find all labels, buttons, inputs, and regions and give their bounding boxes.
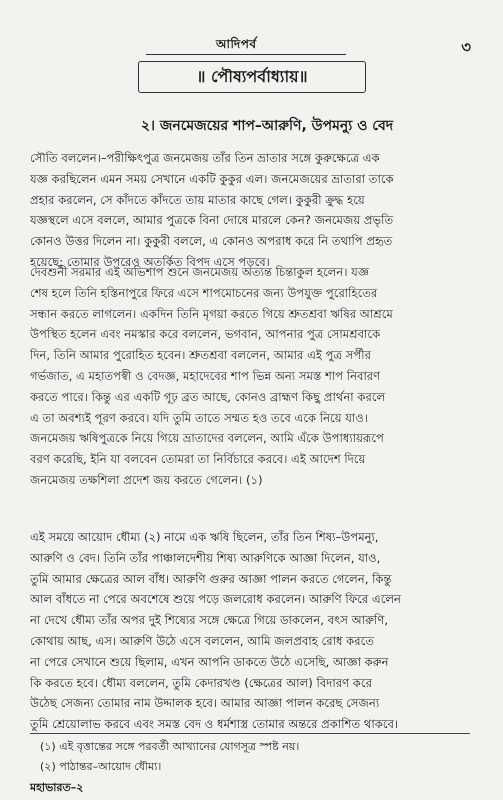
text-line: করতে পারে। কিন্তু এর একটি গূঢ় ব্রত আছে, কোনও ব্রাহ্মণ কিছু প্রার্থনা করলে bbox=[30, 389, 386, 404]
page-footer: মহাভারত–২ bbox=[30, 781, 84, 794]
text-line: সন্ধান করতে লাগলেন। একদিন তিনি মৃগয়া করতে গিয়ে শ্রুতশ্রবা ঋষির আশ্রমে bbox=[30, 306, 393, 321]
text-line: জনমেজয় ঋষিপুত্রকে নিয়ে গিয়ে ভ্রাতাদের বললেন, আমি এঁকে উপাধ্যায়রূপে bbox=[30, 431, 384, 446]
chapter-title: ॥ পৌষ্যপর্বাধ্যায়॥ bbox=[138, 61, 366, 93]
text-line: কোনও উত্তর দিলেন না। কুকুরী বললে, এ কোনও অপরাধ করে নি তথাপি প্রহৃত bbox=[30, 234, 393, 249]
footnote-divider bbox=[30, 733, 470, 734]
text-line: জনমেজয় তক্ষশিলা প্রদেশ জয় করতে গেলেন। (১) bbox=[30, 472, 263, 487]
text-line: হয়েছে; তোমার উপরেও অতর্কিত বিপদ এসে পড়বে। bbox=[30, 254, 270, 269]
text-line: আরুণি ও বেদ। তিনি তাঁর পাঞ্চালদেশীয় শিষ্য আরুণিকে আজ্ঞা দিলেন, যাও, bbox=[30, 550, 381, 565]
text-line: সৌতি বললেন।–পরীক্ষিৎপুত্র জনমেজয় তাঁর তিন ভ্রাতার সঙ্গে কুরুক্ষেত্রে এক bbox=[30, 151, 380, 165]
section-title: ২। জনমেজয়ের শাপ–আরুণি, উপমন্যু ও বেদ bbox=[140, 118, 394, 134]
text-line: আল বাঁধতে না পেরে অবশেষে শুয়ে পড়ে জলরোধ করলেন। আরুণি ফিরে এলেন bbox=[30, 592, 401, 607]
text-line: শেষ হলে তিনি হস্তিনাপুরে ফিরে এসে শাপমোচনের জন্য উপযুক্ত পুরোহিতের bbox=[30, 285, 378, 300]
text-line: না দেখে ধৌম্য তাঁর অপর দুই শিষ্যের সঙ্গে ক্ষেত্রে গিয়ে ডাকলেন, বৎস আরুণি, bbox=[30, 613, 389, 628]
footnote-1: (১) এই বৃত্তান্তের সঙ্গে পরবর্তী আখ্যানের যোগসূত্র স্পষ্ট নয়। bbox=[40, 740, 300, 753]
text-line: না পেরে সেখানে শুয়ে ছিলাম, এখন আপনি ডাকতে উঠে এসেছি, আজ্ঞা করুন bbox=[30, 654, 389, 669]
running-header: আদিপর্ব bbox=[216, 37, 257, 51]
page-number: ৩ bbox=[461, 38, 471, 56]
text-line: দিন, তিনি আমার পুরোহিত হবেন। শ্রুতশ্রবা বললেন, আমার এই পুত্র সর্পীর bbox=[30, 348, 371, 363]
text-line: এ তা অবশ্যই পূরণ করবে। যদি তুমি তাতে সম্মত হও তবে একে নিয়ে যাও। bbox=[30, 410, 368, 425]
text-line: উপস্থিত হলেন এবং নমস্কার করে বললেন, ভগবান, আপনার পুত্র সোমশ্রবাকে bbox=[30, 327, 381, 342]
text-line: এই সময়ে আয়োদ ধৌম্য (২) নামে এক ঋষি ছিলেন, তাঁর তিন শিষ্য–উপমন্যু, bbox=[30, 530, 379, 544]
text-line: যজ্ঞস্থলে এসে বললে, আমার পুত্রকে বিনা দোষে মারলে কেন? জনমেজয় প্রভৃতি bbox=[30, 213, 394, 228]
header-divider bbox=[146, 54, 346, 55]
text-line: যজ্ঞ করছিলেন এমন সময় সেখানে একটি কুকুর এল। জনমেজয়ের ভ্রাতারা তাকে bbox=[30, 171, 394, 186]
text-line: উঠেছ সেজন্য তোমার নাম উদ্দালক হবে। আমার আজ্ঞা পালন করেছ সেজন্য bbox=[30, 696, 380, 711]
paragraph-1 bbox=[30, 148, 478, 273]
text-line: কি করতে হবে। ধৌম্য বললেন, তুমি কেদারখণ্ড (ক্ষেত্রের আল) বিদারণ করে bbox=[30, 675, 372, 690]
text-line: গর্ভজাত, এ মহাতপস্বী ও বেদজ্ঞ, মহাদেবের শাপ ভিন্ন অন্য সমস্ত শাপ নিবারণ bbox=[30, 368, 381, 383]
text-line: বরণ করেছি, ইনি যা বলবেন তোমরা তা নির্বিচারে করবে। এই আদেশ দিয়ে bbox=[30, 452, 366, 467]
text-line: দেবশুনী সরমার এই অভিশাপ শুনে জনমেজয় অত্যন্ত চিন্তাকুল হলেন। যজ্ঞ bbox=[30, 265, 369, 279]
text-line: কোথায় আছ, এস। আরুণি উঠে এসে বললেন, আমি জলপ্রবাহ রোধ করতে bbox=[30, 633, 374, 648]
text-line: তুমি শ্রেয়োলাভ করবে এবং সমস্ত বেদ ও ধর্মশাস্ত্র তোমার অন্তরে প্রকাশিত থাকবে। bbox=[30, 717, 399, 732]
paragraph-3 bbox=[30, 527, 478, 735]
text-line: প্রহার করলেন, সে কাঁদতে কাঁদতে তায় মাতার কাছে গেল। কুকুরী ক্রুদ্ধ হয়ে bbox=[30, 192, 365, 207]
text-line: তুমি আমার ক্ষেত্রের আল বাঁধ। আরুণি গুরুর আজ্ঞা পালন করতে গেলেন, কিন্তু bbox=[30, 571, 392, 586]
paragraph-2 bbox=[30, 262, 478, 491]
footnote-2: (২) পাঠান্তর–আয়োদ ধৌম্য। bbox=[40, 760, 162, 773]
